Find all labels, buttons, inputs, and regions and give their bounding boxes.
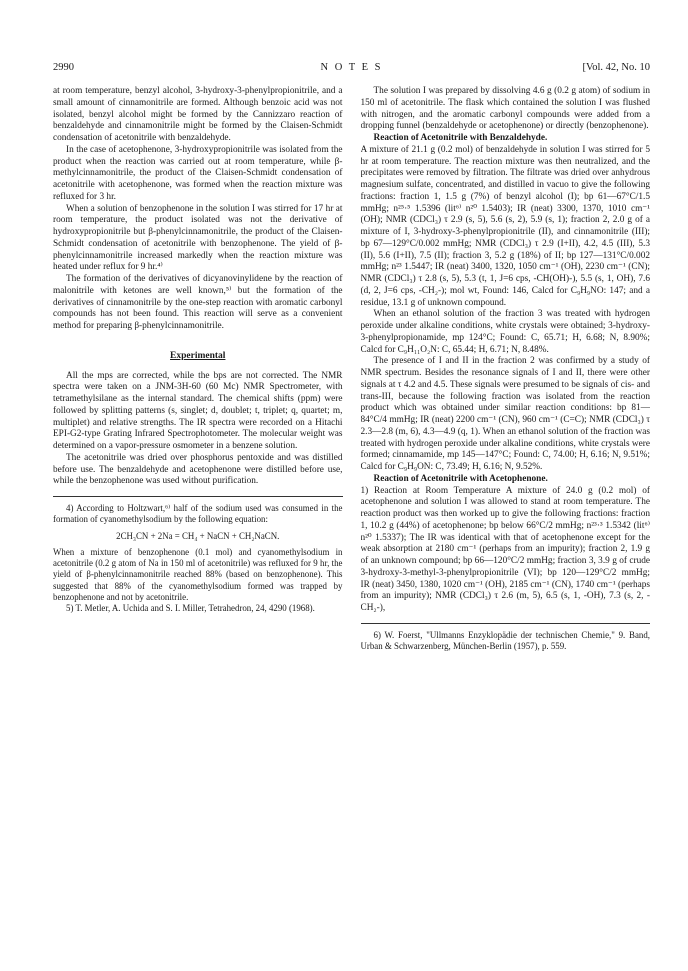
equation: 2CH₃CN + 2Na = CH₄ + NaCN + CH₂NaCN. — [116, 530, 280, 541]
footnotes — [361, 630, 651, 653]
page-header — [53, 62, 650, 76]
footnote-rule — [53, 496, 343, 497]
right-column — [361, 86, 651, 943]
footnote: 4) According to Holtzwart,⁶⁾ half of the sodium used was consumed in the formation of cyanomethylsodium by the following equation: — [53, 503, 343, 525]
paragraph: The solution I was prepared by dissolving 4.6 g (0.2 g atom) of sodium in 150 ml of acetonitrile. The flask which contained the solution I was flushed with nitrogen, and the aromatic carbonyl compounds were added from a dropping funnel (benzaldehyde or acetophenone) or directly (benzophenone). — [360, 86, 650, 132]
section-heading: Experimental — [170, 350, 226, 361]
footnote-rule — [361, 623, 651, 624]
footnote: 6) W. Foerst, "Ullmanns Enzyklopädie der technischen Chemie," 9. Band, Urban & Schwarzenberg, München-Berlin (1957), p. 559. — [360, 629, 650, 652]
paragraph: The presence of I and II in the fraction 2 was confirmed by a study of NMR spectrum. Besides the resonance signals of I and II, there were other signals at τ 4.2 and 4.5. These signals were presumed to be signals of cis- and trans-III, because the following fraction was isolated from the reaction product which was obtained under similar reaction conditions: bp 81—84°C/4 mmHg; IR (neat) 2200 cm⁻¹ (CN), 960 cm⁻¹ (C=C); NMR (CDCl₃) τ 2.3—2.8 (m, 6), 4.3—4.9 (q, 1). When an ethanol solution of the fraction was treated with hydrogen peroxide under alkaline conditions, white crystals were formed; cinnamamide, mp 145—147°C; Found: C, 74.00; H, 6.16; N, 9.51%; Calcd for C₉H₉ON: C, 73.49; H, 6.16; N, 9.52%. — [360, 356, 650, 472]
paragraph: All the mps are corrected, while the bps are not corrected. The NMR spectra were taken on a JNM-3H-60 (60 Mc) NMR Spectrometer, with tetramethylsilane as the internal standard. The chemical shifts (ppm) were followed by splitting patterns (s, singlet; d, doublet; t, triplet; q, quartet; m, multiplet) and relative strengths. The IR spectra were recorded on a Hitachi EPI-G2-type Grating Infrared Spectrophotometer. The molecular weight was determined on a vapor-pressure osmometer in a benzene solution. — [53, 370, 343, 451]
paragraph: The acetonitrile was dried over phosphorus pentoxide and was distilled before use. The benzaldehyde and acetophenone were distilled before use, while the benzophenone was used without purification. — [53, 452, 343, 487]
footnotes — [53, 503, 343, 615]
left-column — [53, 86, 343, 943]
subsection-heading: Reaction of Acetonitrile with Acetophenone. — [373, 473, 548, 484]
paragraph: at room temperature, benzyl alcohol, 3-hydroxy-3-phenylpropionitrile, and a small amount of cinnamonitrile are formed. Although benzoic acid was not isolated, benzyl alcohol might be formed by the Cannizzaro reaction of benzaldehyde and cinnamonitrile might be formed by the Claisen-Schmidt condensation of acetonitrile with benzaldehyde. — [53, 86, 343, 143]
paragraph: In the case of acetophenone, 3-hydroxypropionitrile was isolated from the product when the reaction was carried out at room temperature, while β-methylcinnamonitrile, the product of the Claisen-Schmidt condensation of acetonitrile with acetophenone, was formed when the reaction mixture was refluxed for 3 hr. — [53, 144, 343, 202]
paragraph: The formation of the derivatives of dicyanovinylidene by the reaction of malonitrile with ketones are well known,⁵⁾ but the formation of the derivatives of cinnamonitrile by the one-step reaction with aromatic carbonyl compounds has not been found. This reaction will serve as a convenient method for preparing β-phenylcinnamonitrile. — [53, 274, 343, 331]
paragraph: When an ethanol solution of the fraction 3 was treated with hydrogen peroxide under alkaline conditions, white crystals were obtained; 3-hydroxy-3-phenylpropionamide, mp 124°C; Found: C, 65.71; H, 6.68; N, 8.90%; Calcd for C₉H₁₁O₂N: C, 65.44; H, 6.71; N, 8.48%. — [360, 309, 650, 355]
subsection-heading: Reaction of Acetonitrile with Benzaldehyde. — [373, 133, 548, 143]
page-number: 2990 — [53, 62, 74, 73]
footnote-text: When a mixture of benzophenone (0.1 mol) and cyanomethylsodium in acetonitrile (0.2 g atom of Na in 150 ml of acetonitrile) was refluxed for 9 hr, the yield of β-phenylcinnamonitrile reached 88% (based on benzophenone). This suggested that 88% of the cyanomethylsodium formed was trapped by benzophenone and not by acetonitrile. — [53, 546, 343, 603]
volume-info: [Vol. 42, No. 10 — [582, 62, 650, 73]
running-title: N O T E S — [320, 62, 383, 73]
footnote: 5) T. Metler, A. Uchida and S. I. Miller, Tetrahedron, 24, 4290 (1968). — [66, 603, 315, 614]
paragraph: A mixture of 21.1 g (0.2 mol) of benzaldehyde in solution I was stirred for 5 hr at room temperature. The reaction mixture was then neutralized, and the precipitates were removed by filtration. The filtrate was dried over anhydrous magnesium sulfate, concentrated, and distilled in vacuo to give the following fractions: fraction 1, 1.5 g (7%) of benzyl alcohol (I); bp 61—67°C/1.5 mmHg; n²⁵·⁵ 1.5396 (lit⁶⁾ n²⁰ 1.5403); IR (neat) 3300, 1370, 1010 cm⁻¹ (OH); NMR (CDCl₃) τ 2.9 (s, 5), 5.6 (s, 2), 5.9 (s, 1); fraction 2, 2.0 g of a mixture of I, 3-hydroxy-3-phenylpropionitrile (II), and cinnamonitrile (III); bp 67—129°C/0.002 mmHg; NMR (CDCl₃) τ 2.9 (I+II), 4.2, 4.5 (III), 5.3 (II), 5.6 (I+II), 7.5 (II); fraction 3, 5.2 g (18%) of II; bp 127—131°C/0.002 mmHg; n²³ 1.5447; IR (neat) 3400, 1320, 1050 cm⁻¹ (OH), 2230 cm⁻¹ (CN); NMR (CDCl₃) τ 2.8 (s, 5), 5.3 (t, 1, J=6 cps, -CH(OH)-), 5.5 (s, 1, OH), 7.6 (d, 2, J=6 cps, -CH₂-); mol wt, Found: 146, Calcd for C₉H₉NO: 147; and a residue, 13.1 g of unknown compound. — [360, 144, 650, 308]
paragraph: When a solution of benzophenone in the solution I was stirred for 17 hr at room temperature, the product isolated was not the derivative of hydroxypropionitrile but β-phenylcinnamonitrile, the product of the Claisen-Schmidt condensation of acetonitrile with benzophenone. The yield of β-phenylcinnamonitrile increased markedly when the reaction mixture was heated under reflux for 9 hr.⁴⁾ — [53, 203, 343, 273]
paragraph: 1) Reaction at Room Temperature A mixture of 24.0 g (0.2 mol) of acetophenone and solution I was allowed to stand at room temperature. The reaction product was then worked up to give the following fractions: fraction 1, 10.2 g (44%) of acetophenone; bp below 66°C/2 mmHg; n²³·³ 1.5342 (lit⁶⁾ n²⁰ 1.5337); The IR was identical with that of acetophenone except for the weak absorption at 2180 cm⁻¹ (perhaps from an impurity); fraction 2, 1.9 g of an unknown compound; bp 66—120°C/2 mmHg; fraction 3, 3.9 g of crude 3-hydroxy-3-methyl-3-phenylpropionitrile (VI); bp 120—129°C/2 mmHg; IR (neat) 3450, 1380, 1020 cm⁻¹ (OH), 2185 cm⁻¹ (CN), 1740 cm⁻¹ (perhaps from an impurity); NMR (CDCl₃) τ 2.6 (m, 5), 6.5 (s, 1, -OH), 7.3 (s, 2, -CH₂-), — [360, 485, 650, 613]
